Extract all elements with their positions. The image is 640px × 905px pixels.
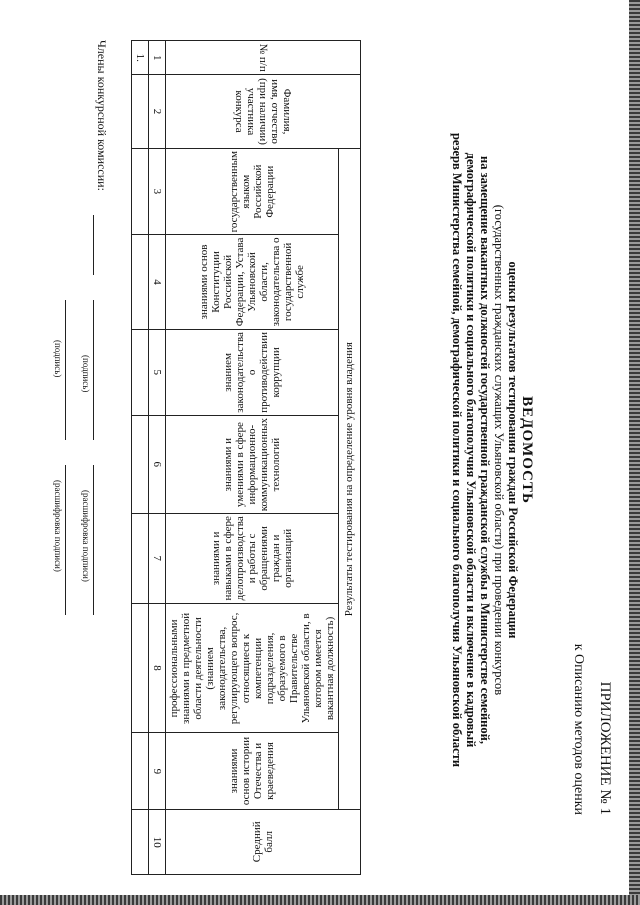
col-number: 1 — [149, 41, 166, 75]
scan-edge-right — [629, 0, 640, 905]
criterion-6: профессиональными знаниями в предметной области деятельности (знанием законодательства, регулирующего вопрос, относящиеся к компетенции подразделения, образуемого в Правительстве Ульяновской области, в котором имеется вакантная должность) — [166, 603, 339, 733]
criterion-3: знанием законодательства о противодействии коррупции — [166, 329, 339, 415]
criterion-7: знаниями основ истории Отечества и краеведения — [166, 733, 339, 810]
criterion-5: знаниями и навыками в сфере делопроизводства и работы с обращениями граждан и организаций — [166, 513, 339, 603]
col-number: 4 — [149, 235, 166, 330]
col-number: 6 — [149, 415, 166, 513]
average-cell — [132, 810, 149, 875]
appendix-reference: к Описанию методов оценки — [571, 643, 586, 815]
hint-signature: (подпись) — [81, 355, 91, 393]
document-title — [450, 110, 534, 790]
scan-edge-bottom — [0, 895, 640, 905]
criterion-2: знаниями основ Конституции Российской Федерации, Устава Ульяновской области, законодательства о государственной службе — [166, 235, 339, 330]
score-cell — [132, 733, 149, 810]
col-number: 7 — [149, 513, 166, 603]
table-row — [132, 41, 149, 875]
signature-line — [65, 300, 67, 440]
col-number: 2 — [149, 75, 166, 148]
score-cell — [132, 603, 149, 733]
signature-line — [93, 215, 95, 275]
header-name: Фамилия, имя, отчество (при наличии) участника конкурса — [166, 75, 361, 148]
signature-block — [53, 40, 109, 875]
criterion-1: государственным языком Российской Федерации — [166, 148, 339, 234]
score-cell — [132, 415, 149, 513]
col-number: 9 — [149, 733, 166, 810]
score-cell — [132, 329, 149, 415]
col-number: 8 — [149, 603, 166, 733]
commission-label: Члены конкурсной комиссии: — [95, 40, 109, 191]
criterion-4: знаниями и умениями в сфере информационно-коммуникационных технологий — [166, 415, 339, 513]
hint-decode: (расшифровка подписи) — [81, 490, 91, 582]
hint-decode: (расшифровка подписи) — [53, 480, 63, 572]
header-no: № п/п — [166, 41, 361, 75]
title-line-4: на замещение вакантных должностей государственной гражданской службы в Министерстве семейной, — [478, 156, 492, 744]
header-group: Результаты тестирования на определение уровня владения — [339, 148, 361, 810]
row-number: 1. — [132, 41, 149, 75]
title-line-5: демографической политики и социального благополучия Ульяновской области и включение в кадровый — [464, 152, 478, 748]
title-line-6: резерв Министерства семейной, демографической политики и социального благополучия Ульяновской области — [450, 132, 464, 768]
appendix-header — [570, 515, 613, 815]
hint-signature: (подпись) — [53, 340, 63, 378]
decode-line — [65, 465, 67, 615]
title-line-2: оценки результатов тестирования граждан Российской Федерации — [506, 261, 520, 639]
col-number: 5 — [149, 329, 166, 415]
signature-line — [93, 300, 95, 440]
results-table — [131, 40, 361, 875]
title-line-3: (государственных гражданских служащих Ульяновской области) при проведении конкурсов — [492, 204, 506, 696]
header-average: Средний балл — [166, 810, 361, 875]
col-number: 10 — [149, 810, 166, 875]
appendix-label: ПРИЛОЖЕНИЕ № 1 — [597, 681, 613, 815]
score-cell — [132, 148, 149, 234]
score-cell — [132, 235, 149, 330]
title-main: ВЕДОМОСТЬ — [519, 396, 535, 504]
col-number: 3 — [149, 148, 166, 234]
decode-line — [93, 465, 95, 615]
score-cell — [132, 513, 149, 603]
participant-name-cell — [132, 75, 149, 148]
column-numbers-row — [149, 41, 166, 875]
